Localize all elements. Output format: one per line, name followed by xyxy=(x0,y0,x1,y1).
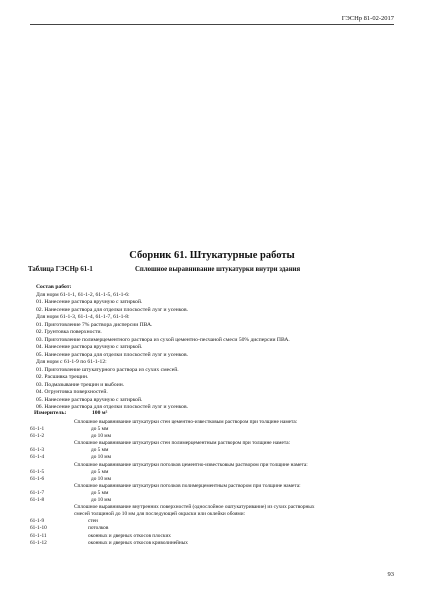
norm-row xyxy=(30,490,410,497)
composition-line: 04. Огрунтовка поверхностей. xyxy=(36,389,108,395)
norm-row xyxy=(30,462,410,469)
norm-row xyxy=(30,540,410,547)
composition-line: 05. Нанесение раствора вручную с затиркой. xyxy=(36,396,143,403)
norm-row xyxy=(30,476,410,483)
norm-row xyxy=(30,440,410,447)
norm-code: 61-1-12 xyxy=(30,539,47,546)
norm-row xyxy=(30,447,410,454)
page-number: 93 xyxy=(387,571,394,578)
table-name: Сплошное выравнивание штукатурки внутри здания xyxy=(135,266,301,273)
norm-code: 61-1-8 xyxy=(30,497,45,504)
norm-row xyxy=(30,483,410,490)
norm-description: до 10 мм xyxy=(91,454,111,461)
norm-code: 61-1-3 xyxy=(30,447,45,454)
norm-code: 61-1-9 xyxy=(30,518,45,525)
header-rule xyxy=(30,24,394,25)
composition-line: 06. Нанесение раствора для отделки плоскостей лузг и усенков. xyxy=(36,404,189,410)
norm-description: до 5 мм xyxy=(91,468,109,475)
norm-code: 61-1-11 xyxy=(30,532,47,539)
composition-line: 01. Нанесение раствора вручную с затиркой. xyxy=(36,299,143,305)
composition-line: Для норм 61-1-1, 61-1-2, 61-1-5, 61-1-6: xyxy=(36,291,130,298)
composition-line: 02. Расшивка трещин. xyxy=(36,374,89,380)
norm-code: 61-1-6 xyxy=(30,475,45,482)
norm-description: до 10 мм xyxy=(91,433,111,440)
norm-description: Сплошное выравнивание штукатурки потолков полимерцементным раствором при толщине намета: xyxy=(74,482,301,489)
norm-code: 61-1-2 xyxy=(30,433,45,440)
norm-code: 61-1-4 xyxy=(30,454,45,461)
norm-description: до 10 мм xyxy=(91,475,111,482)
norm-row xyxy=(30,419,410,426)
composition-line: 03. Приготовление полимерцементного раствора из сухой цементно-песчаной смеси 50% дисперсии ПВА. xyxy=(36,336,290,343)
collection-title: Сборник 61. Штукатурные работы xyxy=(129,250,295,261)
norm-description: стен xyxy=(88,518,98,525)
norm-row xyxy=(30,454,410,461)
norm-description: до 5 мм xyxy=(91,447,109,454)
norm-description: оконных и дверных откосов криволинейных xyxy=(88,539,188,546)
composition-line: 01. Приготовление 7% раствора дисперсии ПВА. xyxy=(36,321,153,328)
norm-description: смесей толщиной до 10 мм для последующей окраски или оклейки обоями: xyxy=(74,511,246,518)
measure-value: 100 м² xyxy=(92,410,108,416)
composition-line: 02. Грунтовка поверхности. xyxy=(36,329,102,335)
work-composition xyxy=(36,284,396,412)
norm-description: до 10 мм xyxy=(91,497,111,504)
norm-code: 61-1-5 xyxy=(30,468,45,475)
running-header: ГЭСНр 81-02-2017 xyxy=(341,15,394,22)
norm-row xyxy=(30,426,410,433)
table-code: Таблица ГЭСНр 61-1 xyxy=(28,266,93,273)
composition-line: 03. Подмазывание трещин и выбоин. xyxy=(36,381,125,388)
composition-line: Для норм с 61-1-9 по 61-1-12: xyxy=(36,359,107,365)
norms-list xyxy=(30,419,410,547)
norm-row xyxy=(30,533,410,540)
composition-line: Для норм 61-1-3, 61-1-4, 61-1-7, 61-1-8: xyxy=(36,314,130,320)
norm-description: Сплошное выравнивание штукатурки потолков цементно-известковым раствором при толщине намета: xyxy=(74,461,308,468)
composition-line: 05. Нанесение раствора для отделки плоскостей лузг и усенков. xyxy=(36,351,189,358)
norm-row xyxy=(30,469,410,476)
norm-row xyxy=(30,525,410,532)
norm-description: потолков xyxy=(88,525,109,532)
norm-description: Сплошное выравнивание штукатурки стен цементно-известковым раствором при толщине намета: xyxy=(74,419,298,425)
composition-line: 04. Нанесение раствора вручную с затиркой. xyxy=(36,344,143,350)
composition-line: 01. Приготовление штукатурного раствора из сухих смесей. xyxy=(36,366,179,373)
norm-row xyxy=(30,511,410,518)
norm-description: до 5 мм xyxy=(91,489,109,496)
measure-label: Измеритель: xyxy=(34,410,67,416)
norm-code: 61-1-7 xyxy=(30,489,45,496)
norm-description: оконных и дверных откосов плоских xyxy=(88,532,171,539)
norm-code: 61-1-1 xyxy=(30,426,45,433)
norm-description: Сплошное выравнивание внутренних поверхностей (однослойное оштукатуривание) из сухих растворных xyxy=(74,504,315,511)
composition-line: 02. Нанесение раствора для отделки плоскостей лузг и усенков. xyxy=(36,306,189,313)
norm-row xyxy=(30,518,410,525)
norm-code: 61-1-10 xyxy=(30,525,47,532)
composition-label: Состав работ: xyxy=(36,284,72,290)
norm-description: до 5 мм xyxy=(91,426,109,433)
norm-row xyxy=(30,433,410,440)
norm-description: Сплошное выравнивание штукатурки стен полимерцементным раствором при толщине намета: xyxy=(74,440,291,447)
